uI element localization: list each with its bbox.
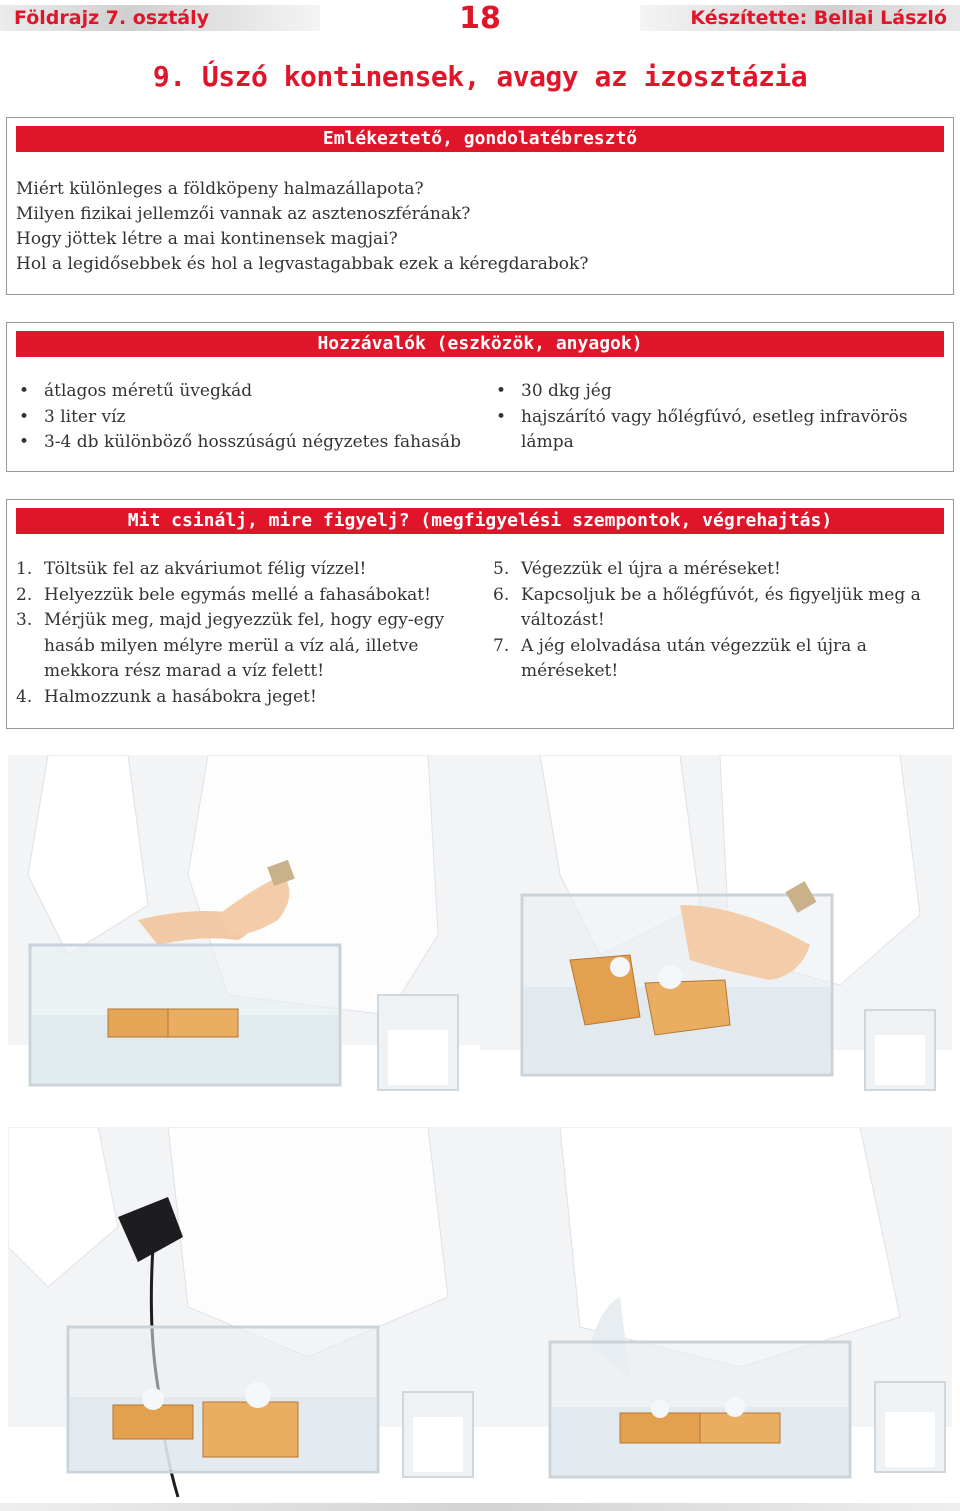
question-item: Miért különleges a földköpeny halmazállapota? xyxy=(16,179,424,199)
step-text: Mérjük meg, majd jegyezzük fel, hogy egy-egy hasáb milyen mélyre merül a víz alá, illetve mekkora rész marad a víz felett! xyxy=(44,610,445,681)
step-number: 2. xyxy=(16,584,33,605)
question-item: Milyen fizikai jellemzői vannak az asztenoszférának? xyxy=(16,204,471,224)
ingredient-item: • átlagos méretű üvegkád xyxy=(14,379,474,405)
page-number: 18 xyxy=(459,1,501,36)
photo-hairdryer-melting-ice-icon xyxy=(8,1127,480,1499)
ingredients-list-right xyxy=(491,379,941,456)
ingredients-box xyxy=(6,322,954,472)
question-item: Hol a legidősebbek és hol a legvastagabbak ezek a kéregdarabok? xyxy=(16,254,589,274)
experiment-photos xyxy=(8,755,952,1499)
procedure-box xyxy=(6,499,954,729)
procedure-steps-right xyxy=(493,557,943,685)
ingredient-item: • hajszárító vagy hőlégfúvó, esetleg infravörös lámpa xyxy=(491,405,941,456)
reminder-box xyxy=(6,117,954,295)
step-item xyxy=(16,557,486,583)
step-text: A jég elolvadása után végezzük el újra a méréseket! xyxy=(521,635,867,681)
reminder-questions xyxy=(16,177,588,277)
page-header xyxy=(0,0,960,40)
header-author: Készítette: Bellai László xyxy=(690,7,947,29)
step-text: Töltsük fel az akváriumot félig vízzel! xyxy=(44,559,367,579)
step-number: 3. xyxy=(16,610,33,630)
procedure-heading: Mit csinálj, mire figyelj? (megfigyelési szempontok, végrehajtás) xyxy=(16,508,944,534)
question-item: Hogy jöttek létre a mai kontinensek magjai? xyxy=(16,229,398,249)
ingredients-list-left xyxy=(14,379,474,456)
step-number: 5. xyxy=(493,559,510,579)
step-number: 1. xyxy=(16,559,33,579)
step-item xyxy=(493,634,943,685)
reminder-heading: Emlékeztető, gondolatébresztő xyxy=(16,126,944,152)
photo-hands-adding-ice-icon xyxy=(480,755,952,1127)
photo-hands-placing-wood-icon xyxy=(8,755,480,1127)
page-footer-bar xyxy=(0,1503,960,1511)
photo-wood-floating-after-melt-icon xyxy=(480,1127,952,1499)
step-text: Végezzük el újra a méréseket! xyxy=(521,559,781,579)
step-item xyxy=(493,557,943,583)
ingredient-item: • 30 dkg jég xyxy=(491,379,941,405)
step-number: 4. xyxy=(16,686,33,707)
procedure-steps-left xyxy=(16,557,486,710)
step-item xyxy=(16,685,486,711)
step-text: Halmozzunk a hasábokra jeget! xyxy=(44,686,317,707)
step-text: Kapcsoljuk be a hőlégfúvót, és figyeljük meg a változást! xyxy=(521,584,921,630)
page-title: 9. Úszó kontinensek, avagy az izosztázia xyxy=(152,60,808,93)
ingredient-item: • 3 liter víz xyxy=(14,405,474,431)
step-item xyxy=(16,608,486,685)
step-number: 7. xyxy=(493,635,510,656)
step-item xyxy=(16,583,486,609)
step-number: 6. xyxy=(493,584,510,605)
step-item xyxy=(493,583,943,634)
step-text: Helyezzük bele egymás mellé a fahasábokat! xyxy=(44,584,431,605)
header-subject: Földrajz 7. osztály xyxy=(14,7,210,29)
ingredient-item: • 3-4 db különböző hosszúságú négyzetes fahasáb xyxy=(14,430,474,456)
ingredients-heading: Hozzávalók (eszközök, anyagok) xyxy=(16,331,944,357)
